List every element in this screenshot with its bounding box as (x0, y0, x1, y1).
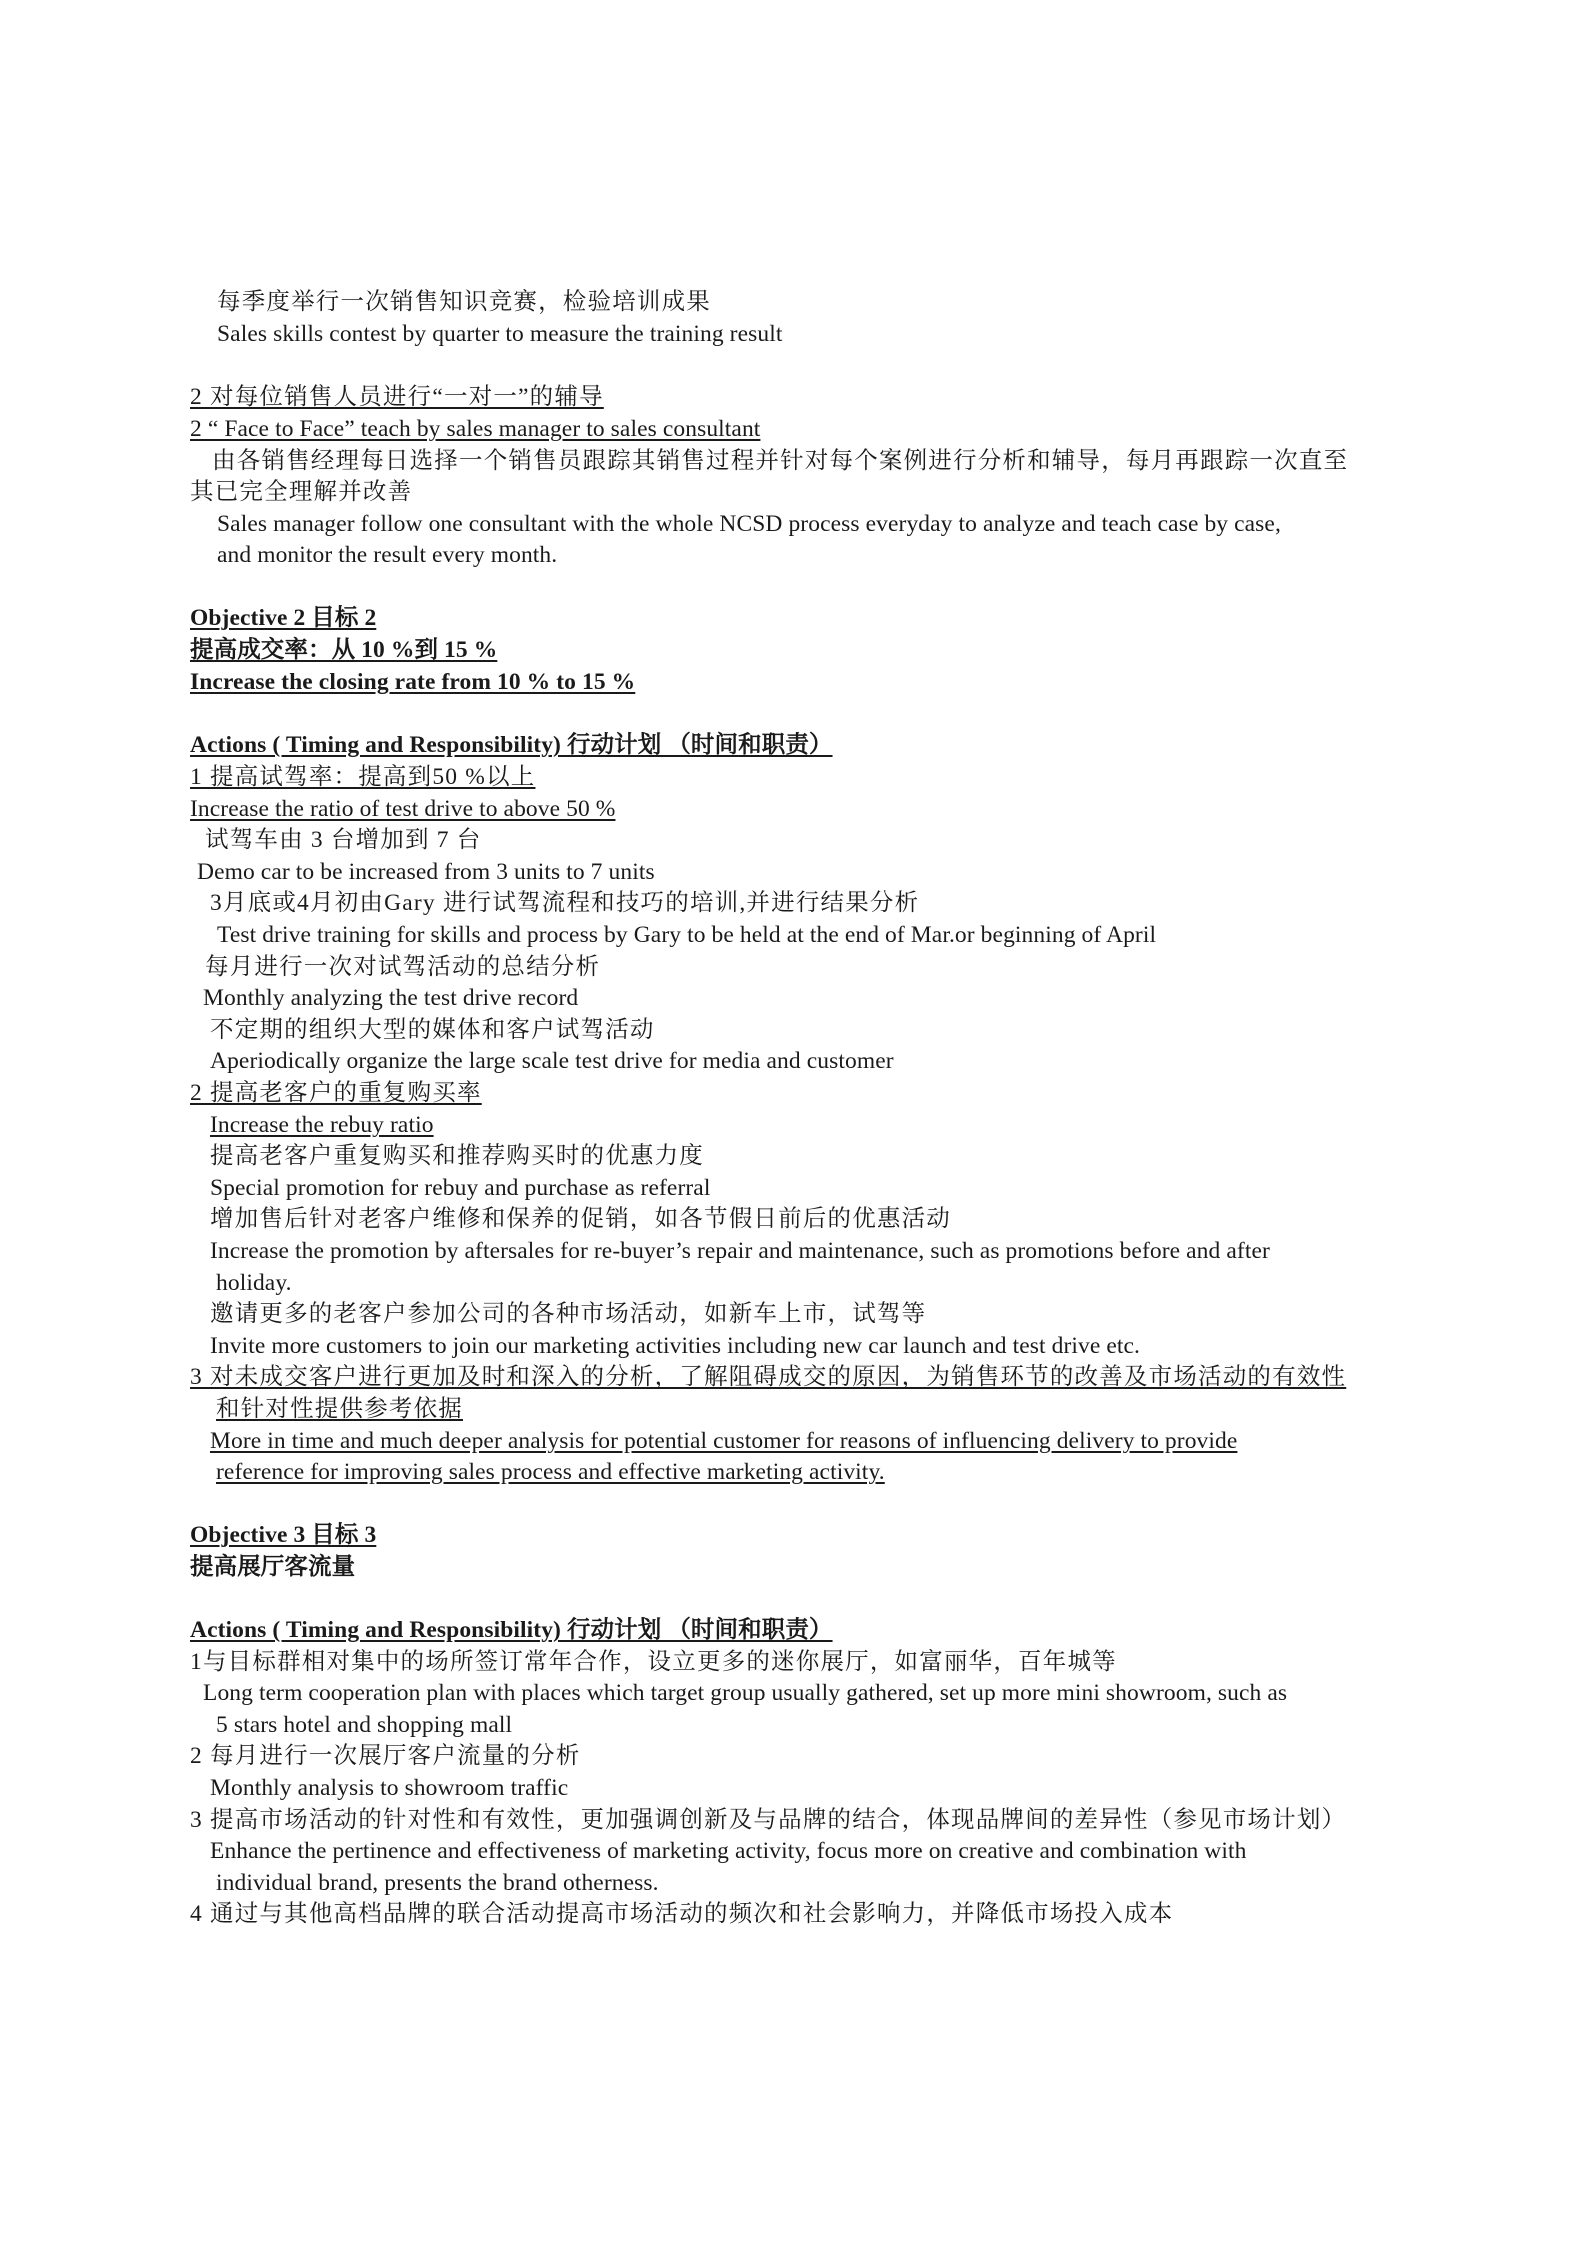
objective2-action3-en-1: More in time and much deeper analysis for potential customer for reasons of influencing delivery to provide (210, 1428, 1238, 1454)
objective3-goal-cn: 提高展厅客流量 (190, 1554, 356, 1580)
objective3-action2-en: Monthly analysis to showroom traffic (210, 1775, 569, 1801)
objective2-actions-title: Actions ( Timing and Responsibility) 行动计划 （时间和职责） (190, 732, 833, 758)
objective2-action3-en-2: reference for improving sales process and effective marketing activity. (216, 1459, 885, 1485)
objective2-action1-line: 3月底或4月初由Gary 进行试驾流程和技巧的培训,并进行结果分析 (210, 890, 920, 916)
objective3-action1-cn: 1与目标群相对集中的场所签订常年合作，设立更多的迷你展厅，如富丽华，百年城等 (190, 1649, 1117, 1675)
objective2-action1-line: Test drive training for skills and process by Gary to be held at the end of Mar.or beginning of April (217, 922, 1157, 948)
contest-text-en: Sales skills contest by quarter to measure the training result (217, 321, 783, 347)
objective2-action1-line: 每月进行一次对试驾活动的总结分析 (205, 954, 601, 980)
objective3-actions-title: Actions ( Timing and Responsibility) 行动计划 （时间和职责） (190, 1617, 833, 1643)
objective2-action1-line: 试驾车由 3 台增加到 7 台 (205, 827, 482, 853)
objective2-action2-line: 邀请更多的老客户参加公司的各种市场活动，如新车上市，试驾等 (210, 1301, 927, 1327)
objective2-action1-line: Aperiodically organize the large scale test drive for media and customer (210, 1048, 894, 1074)
objective2-action2-line: Increase the promotion by aftersales for re-buyer’s repair and maintenance, such as promotions before and after (210, 1238, 1270, 1264)
objective2-action2-line: holiday. (216, 1270, 292, 1296)
objective2-goal-en: Increase the closing rate from 10 % to 15 % (190, 669, 636, 695)
objective3-title: Objective 3 目标 3 (190, 1522, 377, 1548)
objective2-action2-heading-cn: 2 提高老客户的重复购买率 (190, 1080, 482, 1106)
objective2-goal-cn: 提高成交率：从 10 %到 15 % (190, 637, 498, 663)
objective2-action2-line: Invite more customers to join our marketing activities including new car launch and test drive etc. (210, 1333, 1141, 1359)
objective2-action1-line: Demo car to be increased from 3 units to 7 units (197, 859, 655, 885)
coaching-body-en-2: and monitor the result every month. (217, 542, 558, 568)
objective3-action4-cn: 4 通过与其他高档品牌的联合活动提高市场活动的频次和社会影响力，并降低市场投入成本 (190, 1901, 1174, 1927)
objective2-action3-heading-cn-1: 3 对未成交客户进行更加及时和深入的分析，了解阻碍成交的原因，为销售环节的改善及市场活动的有效性 (190, 1364, 1347, 1390)
objective2-action3-heading-cn-2: 和针对性提供参考依据 (216, 1396, 463, 1422)
objective2-action2-line: Special promotion for rebuy and purchase as referral (210, 1175, 711, 1201)
objective2-action1-heading-en: Increase the ratio of test drive to above 50 % (190, 796, 616, 822)
coaching-body-en-1: Sales manager follow one consultant with the whole NCSD process everyday to analyze and teach case by case, (217, 511, 1281, 537)
contest-text-cn: 每季度举行一次销售知识竞赛，检验培训成果 (217, 289, 711, 315)
objective3-action3-en-2: individual brand, presents the brand otherness. (216, 1870, 659, 1896)
objective3-action3-cn: 3 提高市场活动的针对性和有效性，更加强调创新及与品牌的结合，体现品牌间的差异性（参见市场计划） (190, 1807, 1347, 1833)
objective2-action1-line: Monthly analyzing the test drive record (203, 985, 579, 1011)
objective3-action1-en-2: 5 stars hotel and shopping mall (216, 1712, 513, 1738)
objective2-action2-heading-en: Increase the rebuy ratio (210, 1112, 434, 1138)
objective3-action3-en-1: Enhance the pertinence and effectiveness of marketing activity, focus more on creative and combination with (210, 1838, 1247, 1864)
objective3-action1-en-1: Long term cooperation plan with places which target group usually gathered, set up more mini showroom, such as (203, 1680, 1288, 1706)
coaching-heading-cn: 2 对每位销售人员进行“一对一”的辅导 (190, 384, 604, 410)
coaching-body-cn-1: 由各销售经理每日选择一个销售员跟踪其销售过程并针对每个案例进行分析和辅导，每月再跟踪一次直至 (212, 448, 1349, 474)
objective2-action1-line: 不定期的组织大型的媒体和客户试驾活动 (210, 1017, 655, 1043)
objective3-action2-cn: 2 每月进行一次展厅客户流量的分析 (190, 1743, 581, 1769)
objective2-title: Objective 2 目标 2 (190, 605, 377, 631)
objective2-action2-line: 提高老客户重复购买和推荐购买时的优惠力度 (210, 1143, 704, 1169)
objective2-action2-line: 增加售后针对老客户维修和保养的促销，如各节假日前后的优惠活动 (210, 1206, 951, 1232)
coaching-body-cn-2: 其已完全理解并改善 (190, 479, 413, 505)
objective2-action1-heading-cn: 1 提高试驾率：提高到50 %以上 (190, 764, 536, 790)
coaching-heading-en: 2 “ Face to Face” teach by sales manager to sales consultant (190, 416, 761, 442)
